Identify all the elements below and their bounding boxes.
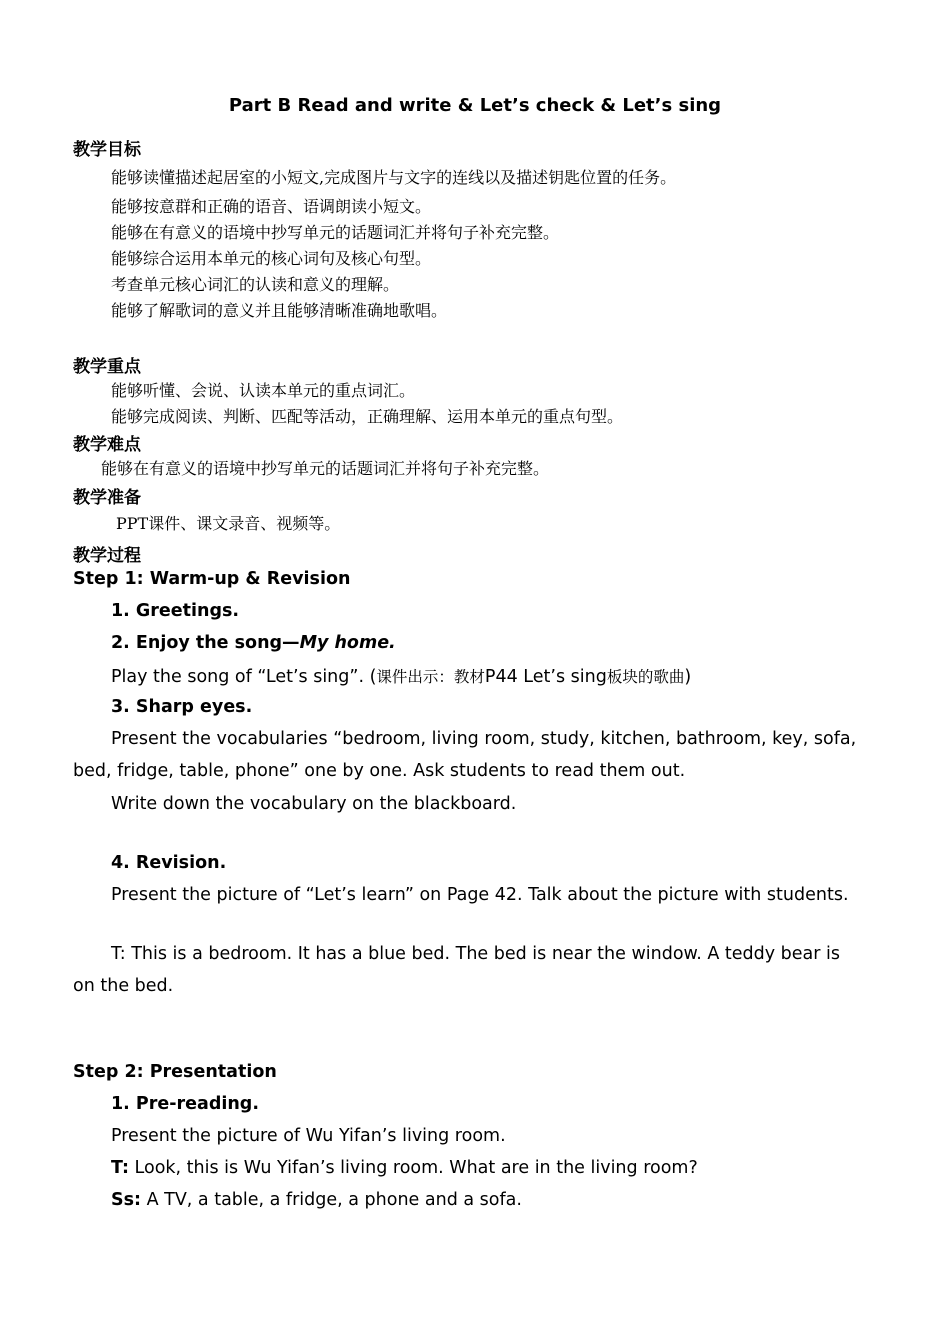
step1-title: Step 1: Warm-up & Revision xyxy=(73,569,351,589)
enjoy-song-prefix: 2. Enjoy the song— xyxy=(111,633,300,653)
song-instruction-en: Play the song of “Let’s sing”. ( xyxy=(111,667,377,687)
sharp-eyes-line2: bed, fridge, table, phone” one by one. Ask students to read them out. xyxy=(73,761,686,781)
revision-line2: T: This is a bedroom. It has a blue bed. The bed is near the window. A teddy bear is xyxy=(111,944,840,964)
key-points-heading: 教学重点 xyxy=(73,357,141,377)
step2-title: Step 2: Presentation xyxy=(73,1062,277,1082)
step1-song-instruction xyxy=(111,665,691,687)
process-heading: 教学过程 xyxy=(73,546,141,566)
step1-sharp-eyes: 3. Sharp eyes. xyxy=(111,697,253,717)
revision-line1: Present the picture of “Let’s learn” on Page 42. Talk about the picture with students. xyxy=(111,885,849,905)
objective-item: 能够在有意义的语境中抄写单元的话题词汇并将句子补充完整。 xyxy=(111,223,560,242)
song-instruction-ref: P44 Let’s sing xyxy=(484,667,607,687)
students-label: Ss: xyxy=(111,1190,142,1210)
pre-reading-line1: Present the picture of Wu Yifan’s living room. xyxy=(111,1126,506,1146)
difficulties-heading: 教学难点 xyxy=(73,435,141,455)
students-text: A TV, a table, a fridge, a phone and a sofa. xyxy=(141,1190,522,1210)
objective-item: 能够综合运用本单元的核心词句及核心句型。 xyxy=(111,249,432,268)
step1-enjoy-song xyxy=(111,633,396,653)
preparation-text: PPT课件、课文录音、视频等。 xyxy=(116,514,341,533)
preparation-heading: 教学准备 xyxy=(73,488,141,508)
step1-revision: 4. Revision. xyxy=(111,853,227,873)
difficulties-text: 能够在有意义的语境中抄写单元的话题词汇并将句子补充完整。 xyxy=(101,459,550,478)
sharp-eyes-line1: Present the vocabularies “bedroom, living room, study, kitchen, bathroom, key, sofa, xyxy=(111,729,857,749)
song-instruction-end: ) xyxy=(684,667,692,687)
key-point-item: 能够听懂、会说、认读本单元的重点词汇。 xyxy=(111,381,416,400)
teacher-label: T: xyxy=(111,1158,129,1178)
song-title: My home. xyxy=(299,633,396,653)
objective-item: 能够读懂描述起居室的小短文,完成图片与文字的连线以及描述钥匙位置的任务。 xyxy=(111,168,677,187)
objective-item: 能够按意群和正确的语音、语调朗读小短文。 xyxy=(111,197,432,216)
objectives-heading: 教学目标 xyxy=(73,140,141,160)
song-instruction-cn2: 板块的歌曲 xyxy=(606,668,685,686)
students-line xyxy=(111,1190,522,1210)
teacher-line xyxy=(111,1158,698,1178)
step1-greetings: 1. Greetings. xyxy=(111,601,240,621)
key-point-item: 能够完成阅读、判断、匹配等活动，正确理解、运用本单元的重点句型。 xyxy=(111,407,624,426)
song-instruction-cn: 课件出示：教材 xyxy=(376,668,485,686)
objective-item: 考查单元核心词汇的认读和意义的理解。 xyxy=(111,275,400,294)
page-title: Part B Read and write & Let’s check & Let’s sing xyxy=(228,95,722,116)
teacher-text: Look, this is Wu Yifan’s living room. What are in the living room? xyxy=(128,1158,698,1178)
step2-pre-reading: 1. Pre-reading. xyxy=(111,1094,259,1114)
sharp-eyes-line3: Write down the vocabulary on the blackboard. xyxy=(111,794,517,814)
revision-line3: on the bed. xyxy=(73,976,174,996)
objective-item: 能够了解歌词的意义并且能够清晰准确地歌唱。 xyxy=(111,301,448,320)
